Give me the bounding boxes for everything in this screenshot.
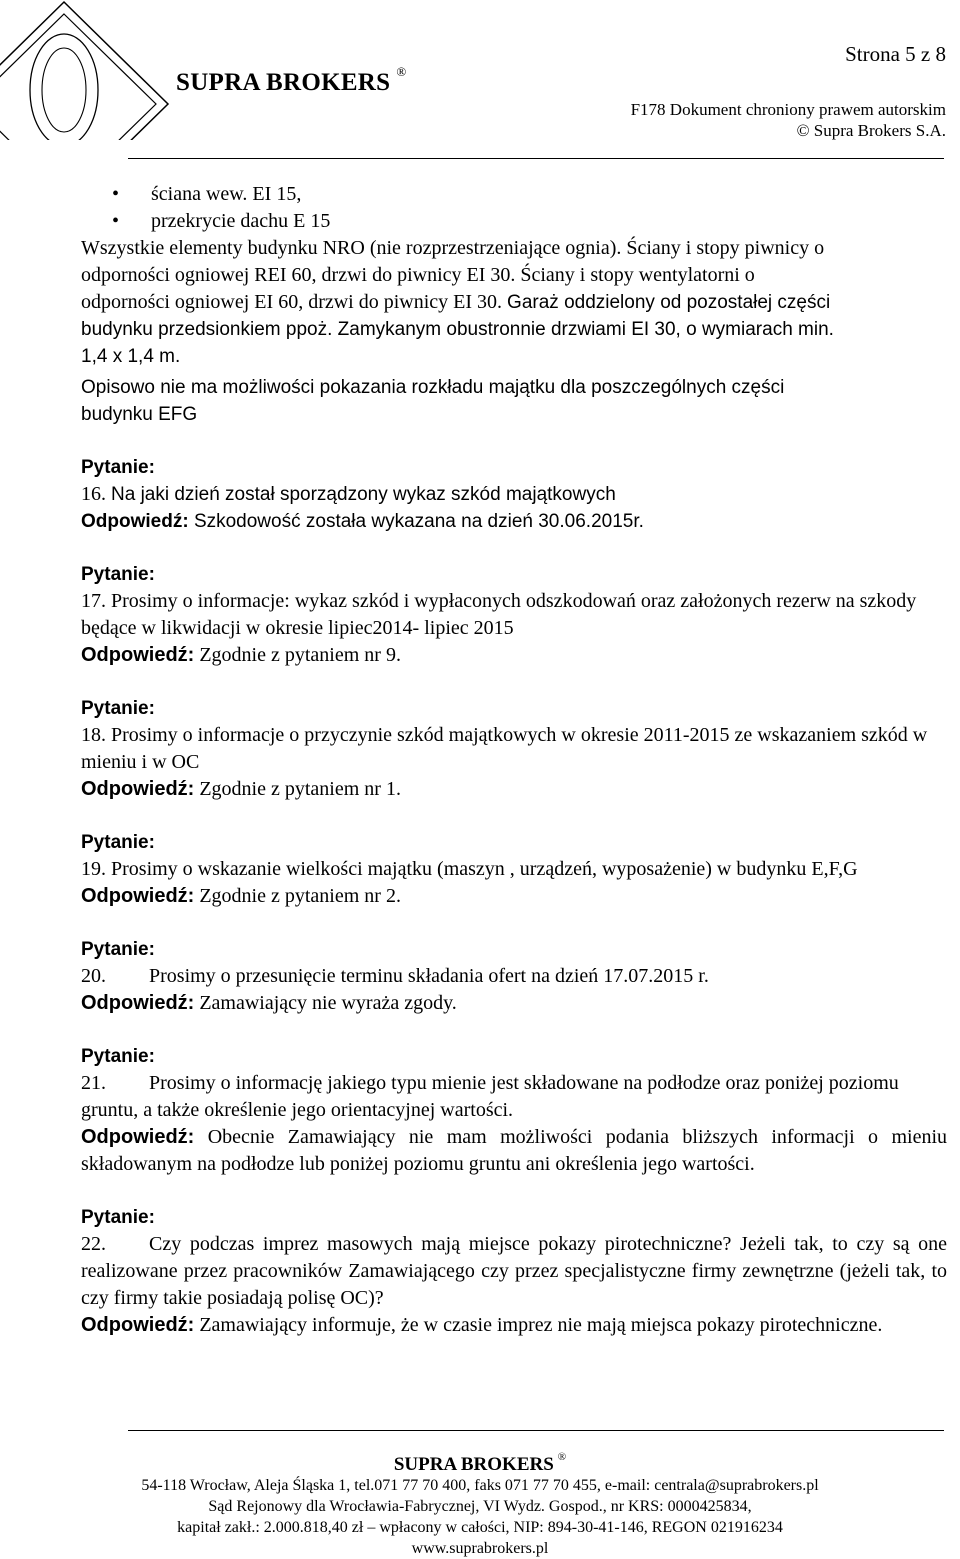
question-text: 19. Prosimy o wskazanie wielkości majątku (maszyn , urządzeń, wyposażenie) w budynku E,F,G — [81, 858, 858, 880]
question-label: Pytanie: — [81, 939, 155, 960]
logo-graphic — [0, 0, 170, 140]
footer-website[interactable]: www.suprabrokers.pl — [411, 1540, 549, 1557]
list-item: • przekrycie dachu E 15 — [0, 208, 947, 235]
question-text: 17. Prosimy o informacje: wykaz szkód i wypłaconych odszkodowań oraz założonych rezerw na szkody będące w likwidacji w okresie lipiec2014- lipiec 2015 — [81, 590, 917, 639]
answer-text: Odpowiedź: Zgodnie z pytaniem nr 9. — [81, 644, 401, 666]
footer-capital: kapitał zakł.: 2.000.818,40 zł – wpłacony w całości, NIP: 894-30-41-146, REGON 021916234 — [177, 1519, 783, 1536]
header-brand: SUPRA BROKERS ® — [176, 64, 407, 96]
paragraph: Wszystkie elementy budynku NRO (nie rozprzestrzeniające ognia). Ściany i stopy piwnicy o odporności ogniowej REI 60, drzwi do piwnicy EI 30. Ściany i stopy wentylatorni o odporności ogniowej EI 60, drzwi do piwnicy EI 30. Garaż oddzielony od pozostałej części budynku przedsionkiem ppoż. Zamykanym obustronnie drzwiami EI 30, o wymiarach min. 1,4 x 1,4 m. — [81, 237, 834, 367]
footer-court: Sąd Rejonowy dla Wrocławia-Fabrycznej, VI Wydz. Gospod., nr KRS: 0000425834, — [208, 1498, 752, 1515]
question-text: 22. Czy podczas imprez masowych mają miejsce pokazy pirotechniczne? Jeżeli tak, to czy są one realizowane przez pracowników Zamawiającego czy przez specjalistyczne firmy zewnętrzne (jeżeli tak, to czy firmy takie posiadają polisę OC)? — [81, 1233, 947, 1309]
question-text: 16. Na jaki dzień został sporządzony wykaz szkód majątkowych — [81, 483, 616, 505]
question-text: 18. Prosimy o informacje o przyczynie szkód majątkowych w okresie 2011-2015 ze wskazaniem szkód w mieniu i w OC — [81, 724, 928, 773]
answer-text: Odpowiedź: Zamawiający nie wyraża zgody. — [81, 992, 457, 1014]
question-label: Pytanie: — [81, 1207, 155, 1228]
question-label: Pytanie: — [81, 564, 155, 585]
answer-text: Odpowiedź: Szkodowość została wykazana na dzień 30.06.2015r. — [81, 511, 644, 532]
page-number: Strona 5 z 8 — [845, 42, 946, 66]
header-divider — [128, 158, 944, 159]
question-label: Pytanie: — [81, 832, 155, 853]
paragraph: Opisowo nie ma możliwości pokazania rozkładu majątku dla poszczególnych części budynku EFG — [81, 377, 785, 425]
footer — [0, 1447, 960, 1559]
answer-text: Odpowiedź: Zamawiający informuje, że w czasie imprez nie mają miejsca pokazy pirotechniczne. — [81, 1314, 883, 1336]
bullet-icon: • — [112, 210, 120, 232]
footer-address: 54-118 Wrocław, Aleja Śląska 1, tel.071 77 70 400, faks 071 77 70 455, e-mail: centrala@suprabrokers.pl — [141, 1477, 819, 1494]
footer-brand: SUPRA BROKERS ® — [393, 1451, 567, 1475]
question-text: 20. Prosimy o przesunięcie terminu składania ofert na dzień 17.07.2015 r. — [81, 965, 709, 987]
question-label: Pytanie: — [81, 698, 155, 719]
bullet-icon: • — [112, 183, 120, 205]
question-label: Pytanie: — [81, 457, 155, 478]
question-text: 21. Prosimy o informację jakiego typu mienie jest składowane na podłodze oraz poniżej poziomu gruntu, a także określenie jego orientacyjnej wartości. — [81, 1072, 899, 1121]
answer-text: Odpowiedź: Zgodnie z pytaniem nr 1. — [81, 778, 401, 800]
answer-text: Odpowiedź: Obecnie Zamawiający nie mam możliwości podania bliższych informacji o mieniu składowanym na podłodze lub poniżej poziomu gruntu ani określenia jego wartości. — [81, 1126, 947, 1175]
footer-divider — [128, 1430, 944, 1431]
question-label: Pytanie: — [81, 1046, 155, 1067]
copyright-note: F178 Dokument chroniony prawem autorskim © Supra Brokers S.A. — [630, 100, 946, 140]
answer-text: Odpowiedź: Zgodnie z pytaniem nr 2. — [81, 885, 401, 907]
list-item: • ściana wew. EI 15, — [0, 181, 947, 208]
document-body — [81, 181, 947, 1339]
